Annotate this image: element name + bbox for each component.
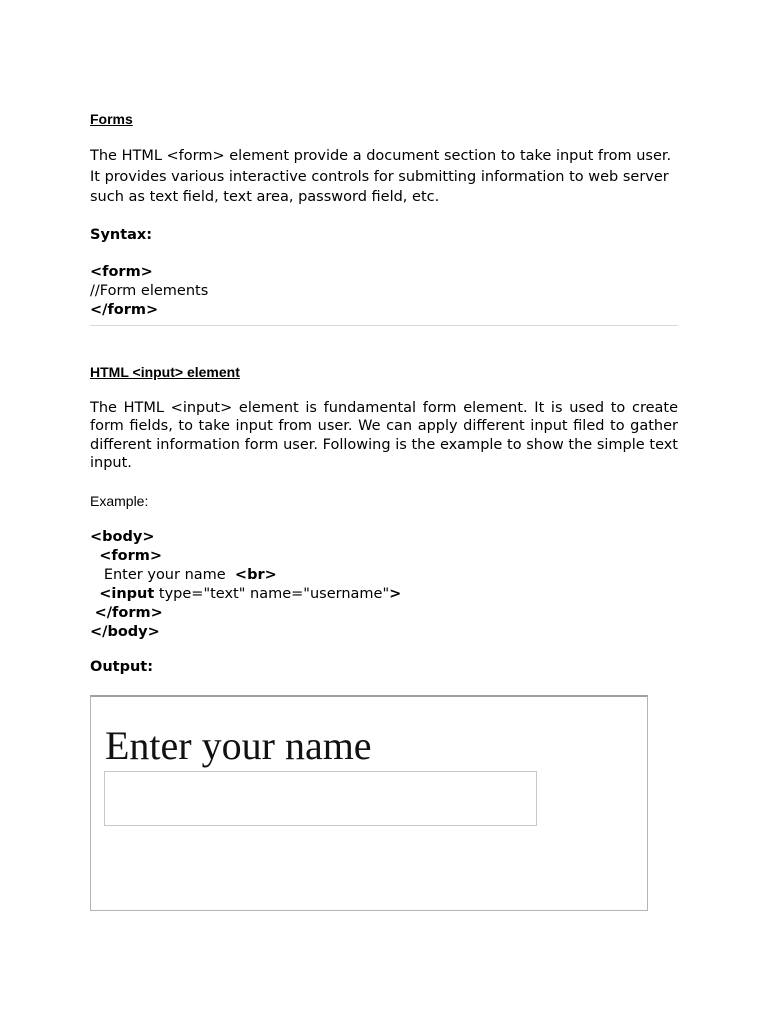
forms-heading: Forms bbox=[90, 111, 133, 127]
code-form-open: <form> bbox=[99, 548, 163, 564]
code-body-open: <body> bbox=[90, 529, 155, 545]
output-preview-label: Enter your name bbox=[105, 723, 372, 768]
input-element-description: The HTML <input> element is fundamental form element. It is used to create form fields, to take input from user. We can apply different input filed to gather different information form user. Following is the example to show the simple text input. bbox=[90, 400, 678, 471]
example-code-block bbox=[90, 528, 401, 642]
code-body-close: </body> bbox=[90, 624, 160, 640]
code-input-tag: <input bbox=[99, 586, 155, 602]
forms-description: The HTML <form> element provide a document section to take input from user. It provides various interactive controls for submitting information to web server such as text field, text area, password field, etc. bbox=[90, 148, 672, 205]
syntax-label: Syntax: bbox=[90, 227, 153, 243]
input-element-heading: HTML <input> element bbox=[90, 364, 240, 380]
code-form-close: </form> bbox=[94, 605, 163, 621]
section-divider bbox=[90, 325, 678, 326]
code-input-close: > bbox=[389, 586, 402, 602]
code-form-open: <form> bbox=[90, 264, 153, 280]
syntax-code-block bbox=[90, 263, 208, 320]
output-preview-frame bbox=[90, 695, 648, 911]
output-label: Output: bbox=[90, 659, 154, 675]
code-form-close: </form> bbox=[90, 302, 159, 318]
output-preview-text-input[interactable] bbox=[104, 771, 537, 826]
code-text: Enter your name bbox=[103, 567, 226, 583]
example-label: Example: bbox=[90, 493, 149, 509]
code-comment: //Form elements bbox=[90, 283, 209, 299]
code-br-tag: <br> bbox=[234, 567, 277, 583]
code-input-attrs: type="text" name="username" bbox=[154, 586, 390, 602]
